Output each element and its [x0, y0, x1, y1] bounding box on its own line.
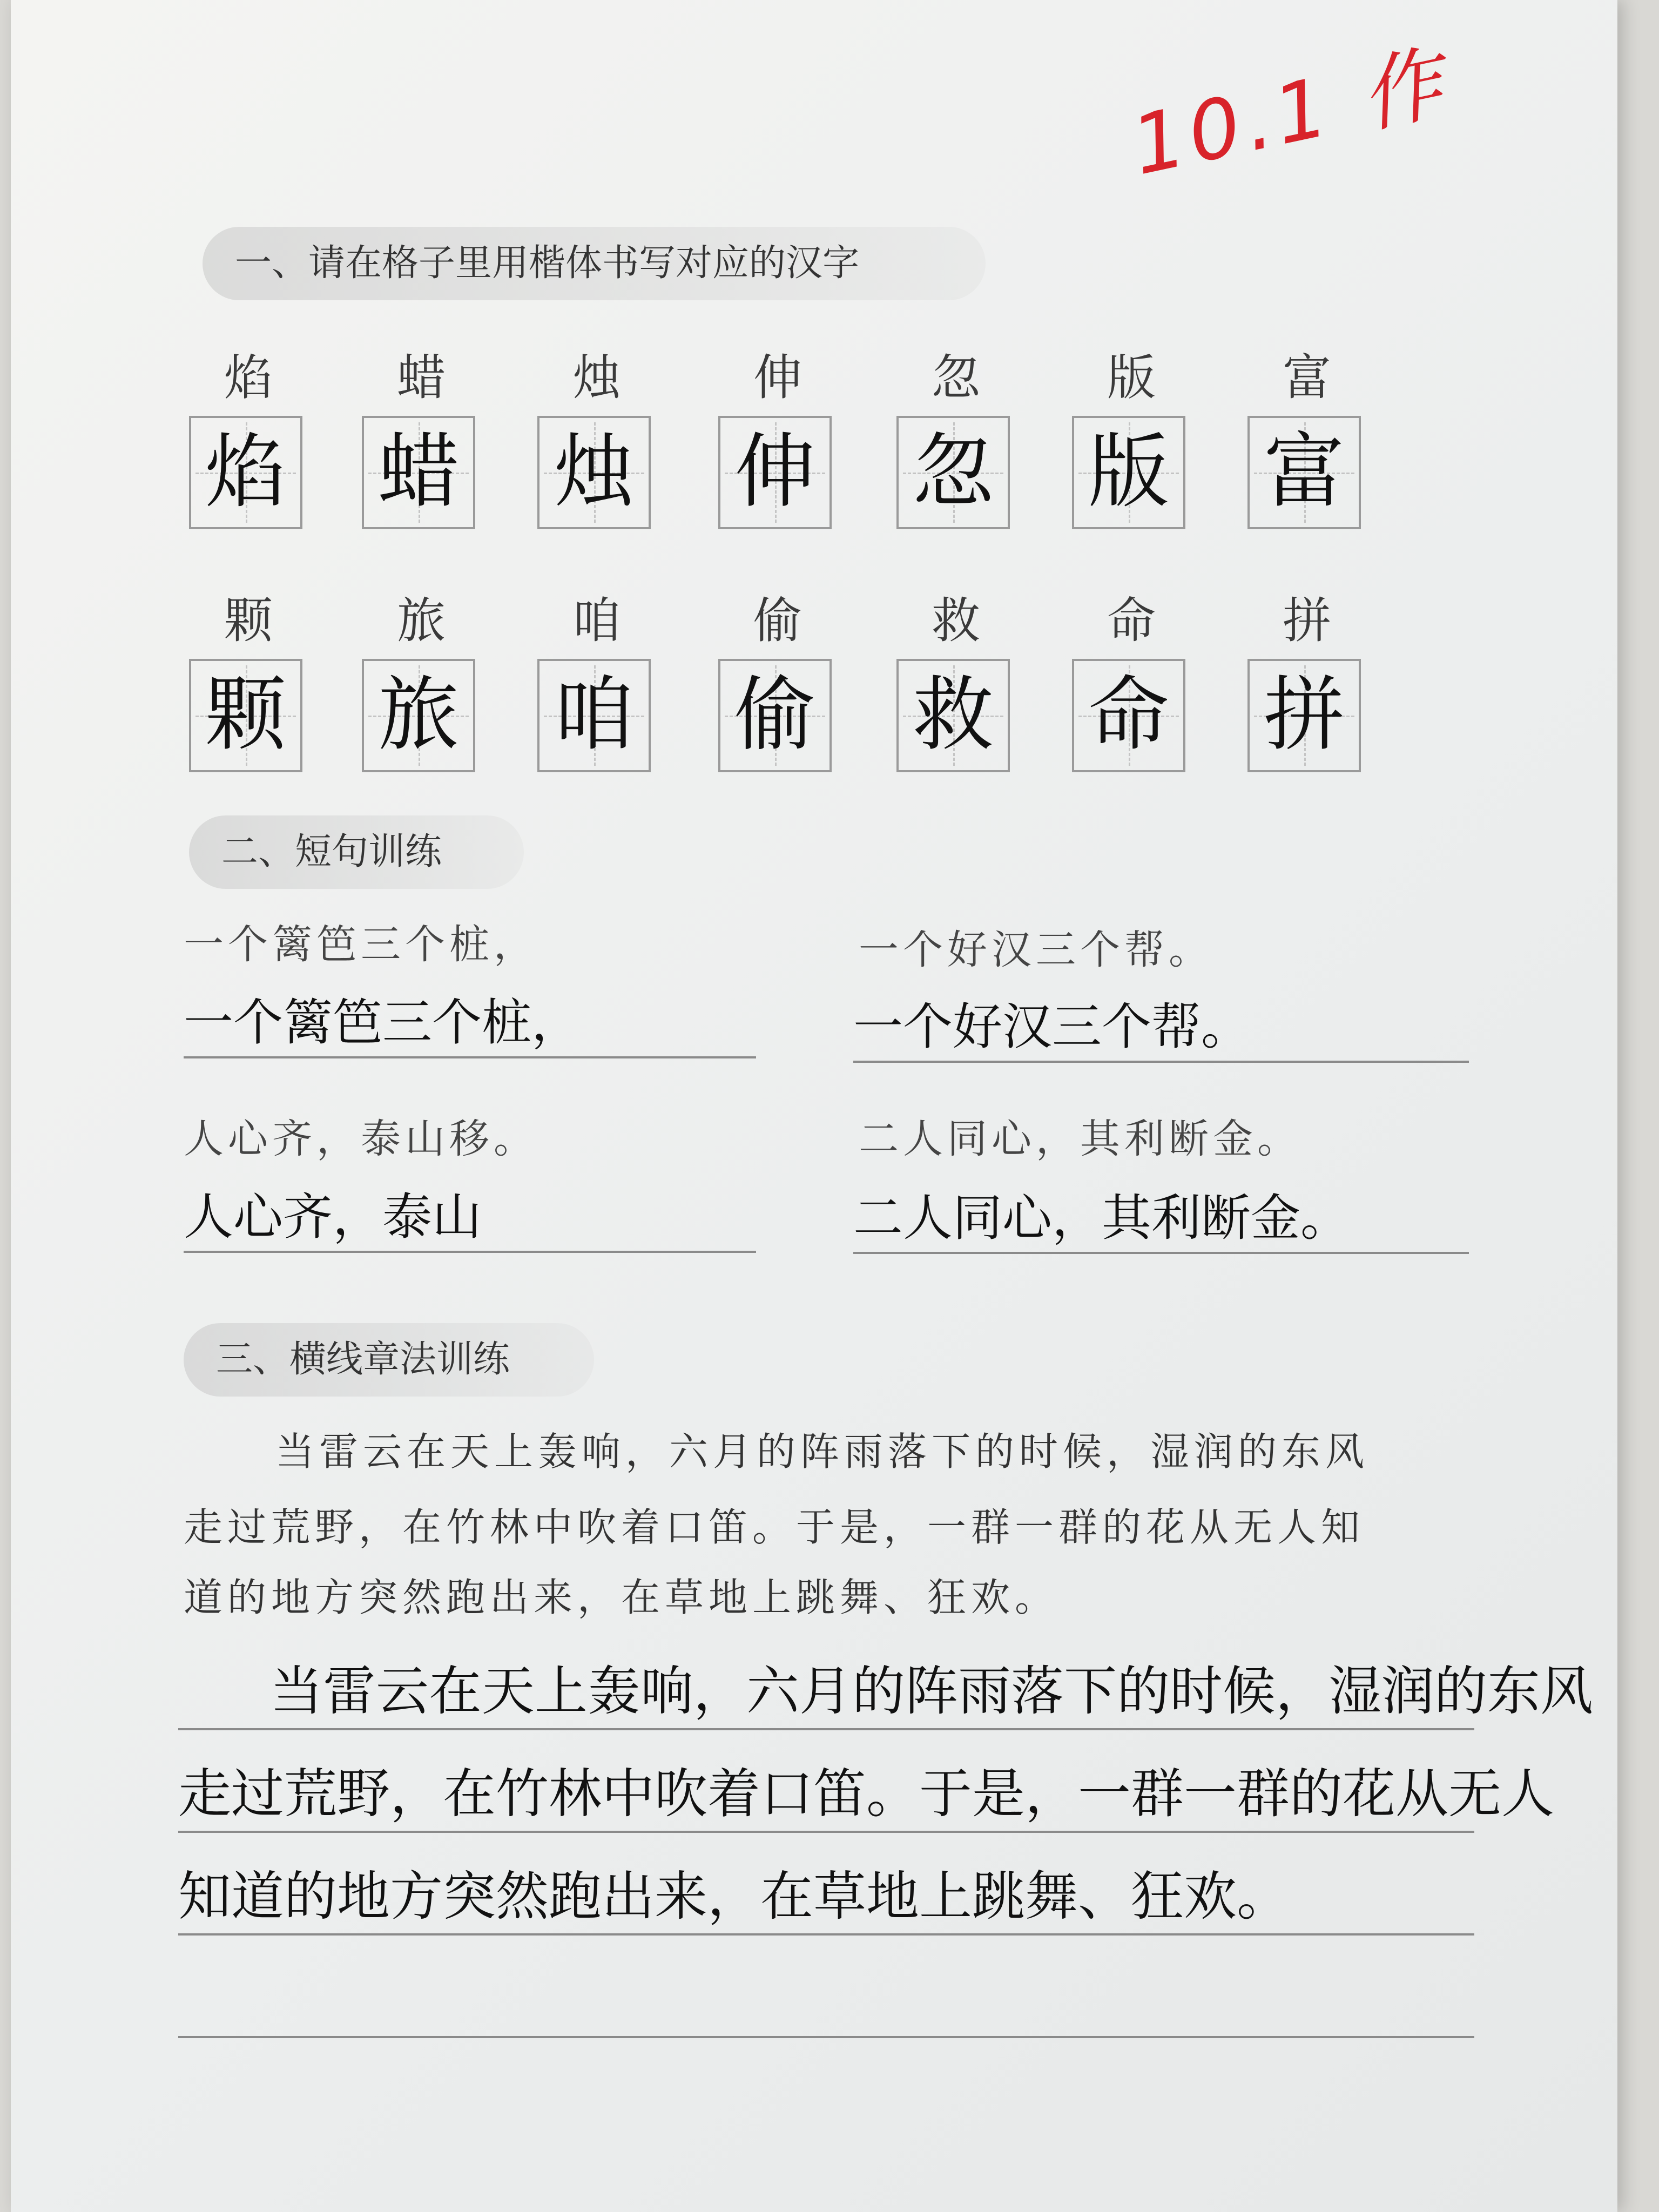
char-print: 富	[1283, 349, 1331, 406]
char-print: 拼	[1283, 592, 1331, 649]
char-written: 颗	[205, 668, 286, 762]
writing-grid-box	[718, 416, 832, 529]
char-cell-row1-1	[362, 346, 481, 529]
char-written: 咱	[553, 668, 635, 762]
writing-grid-box	[537, 659, 651, 772]
teacher-grade-mark: 10.1 作	[1124, 35, 1456, 194]
writing-grid-box	[1247, 659, 1361, 772]
char-print: 咱	[572, 592, 621, 649]
sentence-line-2	[853, 998, 1469, 1063]
char-written: 偷	[734, 668, 815, 762]
char-cell-row2-4	[896, 589, 1015, 772]
section1-title: 一、请在格子里用楷体书写对应的汉字	[203, 227, 986, 300]
char-print: 救	[932, 592, 980, 649]
char-cell-row1-5	[1072, 346, 1191, 529]
char-written: 忽	[912, 425, 994, 519]
sentence-line-4	[853, 1189, 1469, 1254]
paragraph-write-line-3	[178, 1852, 1474, 1936]
char-print: 旅	[397, 592, 446, 649]
paragraph-written-line-2: 走过荒野，在竹林中吹着口笛。于是，一群一群的花从无人	[178, 1763, 1555, 1825]
char-print: 蜡	[397, 349, 446, 406]
char-cell-row1-2	[537, 346, 656, 529]
char-print: 伸	[753, 349, 802, 406]
char-written: 烛	[553, 425, 635, 519]
char-print: 烛	[572, 349, 621, 406]
sentence-print-4: 二人同心，其利断金。	[859, 1116, 1301, 1162]
paragraph-print-line-3: 道的地方突然跑出来，在草地上跳舞、狂欢。	[184, 1575, 1059, 1620]
char-cell-row1-6	[1247, 346, 1366, 529]
char-written: 救	[912, 668, 994, 762]
char-cell-row2-5	[1072, 589, 1191, 772]
char-written: 焰	[205, 425, 286, 519]
char-print: 焰	[224, 349, 273, 406]
paragraph-written-line-3: 知道的地方突然跑出来，在草地上跳舞、狂欢。	[178, 1866, 1290, 1927]
char-written: 旅	[377, 668, 459, 762]
char-cell-row1-4	[896, 346, 1015, 529]
writing-grid-box	[1072, 416, 1185, 529]
writing-grid-box	[189, 416, 302, 529]
sentence-line-3	[184, 1188, 756, 1253]
paragraph-write-line-1	[178, 1647, 1594, 1730]
sentence-written-2: 一个好汉三个帮。	[853, 998, 1251, 1056]
sentence-written-4: 二人同心，其利断金。	[853, 1189, 1351, 1247]
char-written: 富	[1263, 425, 1345, 519]
paragraph-write-line-2	[178, 1750, 1555, 1833]
writing-grid-box	[537, 416, 651, 529]
writing-grid-box	[1072, 659, 1185, 772]
char-cell-row2-1	[362, 589, 481, 772]
char-written: 命	[1088, 668, 1169, 762]
char-written: 伸	[734, 425, 815, 519]
section2-title: 二、短句训练	[189, 815, 524, 889]
paragraph-write-line-4	[178, 1955, 1474, 2038]
char-print: 颗	[224, 592, 273, 649]
sentence-print-2: 一个好汉三个帮。	[859, 927, 1213, 973]
writing-grid-box	[896, 659, 1010, 772]
paragraph-print-line-1: 当雷云在天上轰响，六月的阵雨落下的时候，湿润的东风	[275, 1429, 1370, 1474]
worksheet-page	[11, 0, 1617, 2212]
char-cell-row2-0	[189, 589, 308, 772]
sentence-written-3: 人心齐，泰山	[184, 1188, 482, 1246]
char-cell-row2-6	[1247, 589, 1366, 772]
paragraph-print-line-2: 走过荒野，在竹林中吹着口笛。于是，一群一群的花从无人知	[184, 1505, 1365, 1550]
char-cell-row1-3	[718, 346, 837, 529]
char-cell-row2-3	[718, 589, 837, 772]
sentence-print-3: 人心齐，泰山移。	[184, 1116, 538, 1162]
char-print: 版	[1107, 349, 1156, 406]
paragraph-written-line-1: 当雷云在天上轰响，六月的阵雨落下的时候，湿润的东风	[270, 1661, 1594, 1722]
section3-title: 三、横线章法训练	[184, 1323, 594, 1397]
char-written: 拼	[1263, 668, 1345, 762]
writing-grid-box	[362, 416, 475, 529]
sentence-line-1	[184, 994, 756, 1058]
char-print: 忽	[932, 349, 980, 406]
writing-grid-box	[362, 659, 475, 772]
writing-grid-box	[896, 416, 1010, 529]
sentence-written-1: 一个篱笆三个桩，	[184, 994, 582, 1051]
char-print: 命	[1107, 592, 1156, 649]
char-written: 蜡	[377, 425, 459, 519]
char-cell-row2-2	[537, 589, 656, 772]
char-written: 版	[1088, 425, 1169, 519]
writing-grid-box	[1247, 416, 1361, 529]
char-cell-row1-0	[189, 346, 308, 529]
sentence-print-1: 一个篱笆三个桩，	[184, 921, 538, 968]
writing-grid-box	[189, 659, 302, 772]
writing-grid-box	[718, 659, 832, 772]
char-print: 偷	[753, 592, 802, 649]
